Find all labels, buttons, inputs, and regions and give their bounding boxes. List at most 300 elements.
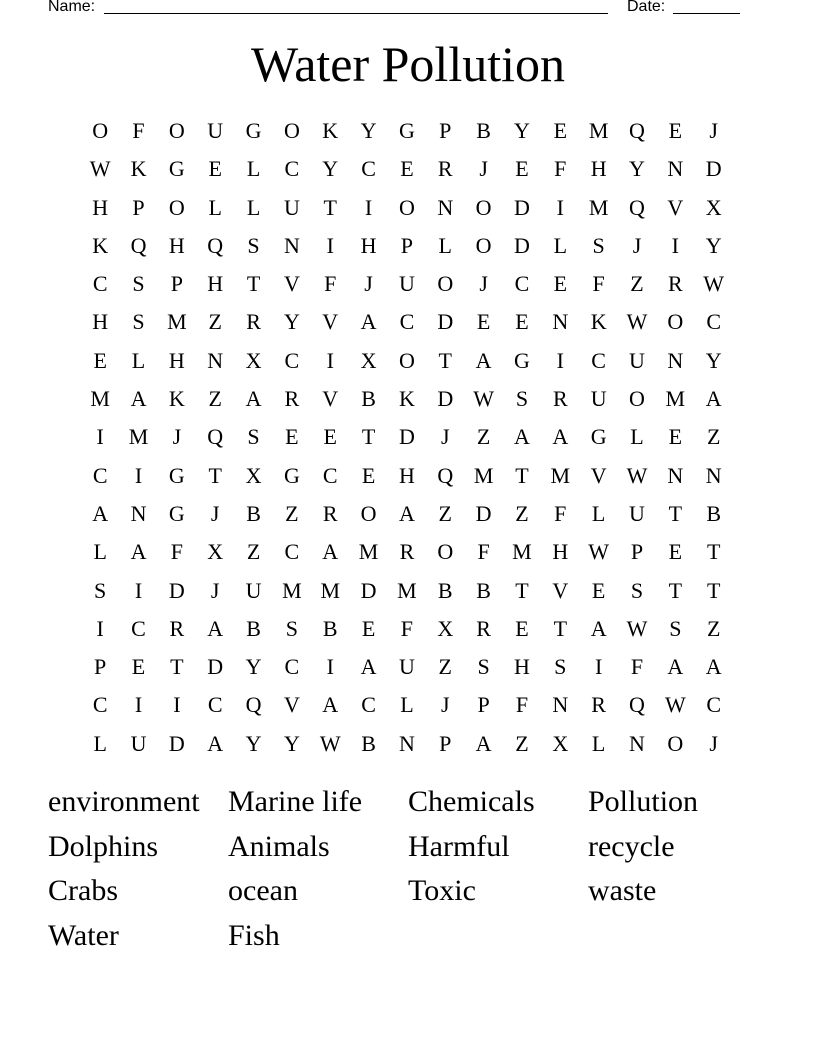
grid-letter: S [132, 309, 145, 335]
grid-letter: J [479, 271, 488, 297]
grid-letter: S [630, 577, 644, 603]
grid-letter: S [132, 271, 145, 297]
grid-letter: H [590, 156, 607, 182]
grid-letter: E [591, 577, 606, 603]
grid-letter: I [594, 654, 603, 680]
grid-letter: E [208, 156, 222, 182]
grid-letter: Z [706, 615, 721, 641]
name-label: Name: [48, 0, 96, 15]
grid-letter: Z [515, 730, 529, 756]
grid-letter: I [134, 462, 143, 488]
grid-letter: A [92, 500, 109, 526]
grid-letter: Z [438, 500, 452, 526]
grid-letter: F [554, 500, 567, 526]
grid-letter: L [438, 232, 452, 258]
grid-letter: F [132, 118, 145, 143]
grid-letter: C [322, 462, 338, 488]
grid-letter: T [323, 194, 337, 220]
grid-letter: W [626, 462, 648, 488]
grid-letter: A [398, 500, 415, 526]
word-list-item: Crabs [48, 874, 118, 908]
grid-letter: U [130, 730, 147, 756]
grid-letter: M [397, 577, 417, 603]
grid-letter: A [475, 347, 492, 373]
grid-letter: A [207, 730, 224, 756]
grid-letter: Y [705, 347, 722, 373]
grid-letter: E [400, 156, 414, 182]
grid-letter: X [245, 462, 262, 488]
grid-letter: R [246, 309, 261, 335]
grid-letter: B [706, 500, 722, 526]
grid-letter: C [591, 347, 606, 373]
grid-letter: W [664, 692, 686, 718]
grid-letter: A [322, 539, 339, 565]
grid-letter: T [668, 500, 683, 526]
grid-letter: Y [245, 730, 262, 756]
grid-letter: F [324, 271, 337, 297]
grid-letter: V [322, 386, 339, 412]
grid-letter: C [284, 654, 300, 680]
grid-letter: O [437, 271, 454, 297]
grid-letter: P [170, 271, 183, 297]
grid-letter: S [477, 654, 490, 680]
grid-letter: Y [705, 232, 722, 258]
grid-letter: W [626, 615, 648, 641]
grid-letter: R [476, 615, 491, 641]
grid-letter: J [210, 577, 220, 603]
grid-letter: E [285, 424, 299, 450]
grid-letter: X [360, 347, 377, 373]
grid-letter: C [706, 692, 722, 718]
grid-letter: P [477, 692, 490, 718]
grid-letter: Y [283, 730, 300, 756]
grid-letter: L [93, 539, 107, 565]
grid-letter: G [168, 462, 185, 488]
grid-letter: V [322, 309, 339, 335]
grid-letter: E [553, 118, 568, 143]
grid-letter: M [588, 194, 609, 220]
grid-letter: L [630, 424, 644, 450]
grid-letter: B [246, 615, 261, 641]
grid-letter: E [361, 462, 376, 488]
grid-letter: Q [629, 118, 645, 143]
grid-letter: D [360, 577, 377, 603]
grid-letter: I [556, 347, 564, 373]
grid-letter: M [358, 539, 379, 565]
grid-letter: U [283, 194, 300, 220]
grid-letter: A [360, 654, 377, 680]
grid-letter: Z [515, 500, 529, 526]
grid-letter: S [247, 424, 260, 450]
grid-letter: S [247, 232, 260, 258]
grid-letter: I [326, 654, 334, 680]
grid-letter: T [361, 424, 376, 450]
grid-letter: R [552, 386, 568, 412]
grid-letter: N [130, 500, 147, 526]
grid-letter: J [709, 118, 718, 143]
grid-letter: O [168, 194, 185, 220]
grid-letter: T [515, 462, 529, 488]
grid-letter: C [361, 692, 376, 718]
grid-letter: A [322, 692, 339, 718]
word-list-item: ocean [228, 874, 298, 908]
grid-letter: Z [208, 309, 222, 335]
grid-letter: N [705, 462, 722, 488]
grid-letter: P [94, 654, 107, 680]
grid-letter: D [514, 194, 530, 220]
grid-letter: Y [322, 156, 339, 182]
grid-letter: O [92, 118, 109, 143]
grid-letter: V [283, 271, 300, 297]
grid-letter: Y [360, 118, 377, 143]
grid-letter: S [285, 615, 299, 641]
grid-letter: F [477, 539, 490, 565]
grid-letter: B [322, 615, 338, 641]
grid-letter: S [554, 654, 567, 680]
grid-letter: C [284, 156, 300, 182]
grid-letter: S [669, 615, 682, 641]
grid-letter: A [552, 424, 569, 450]
grid-letter: U [398, 654, 415, 680]
grid-letter: C [361, 156, 376, 182]
grid-letter: O [398, 194, 415, 220]
grid-letter: K [322, 118, 339, 143]
grid-letter: P [439, 730, 452, 756]
grid-letter: I [134, 692, 143, 718]
grid-letter: D [168, 577, 185, 603]
grid-letter: K [590, 309, 607, 335]
grid-letter: U [629, 347, 645, 373]
grid-letter: E [131, 654, 146, 680]
grid-letter: V [667, 194, 684, 220]
grid-letter: E [553, 271, 568, 297]
grid-letter: E [668, 539, 683, 565]
grid-letter: R [284, 386, 300, 412]
grid-letter: K [168, 386, 185, 412]
grid-letter: A [514, 424, 530, 450]
word-list-item: Pollution [588, 785, 699, 818]
grid-letter: K [130, 156, 147, 182]
grid-letter: O [475, 194, 492, 220]
grid-letter: J [210, 500, 220, 526]
word-list [48, 780, 768, 959]
grid-letter: E [323, 424, 337, 450]
grid-letter: J [172, 424, 182, 450]
grid-letter: O [168, 118, 185, 143]
grid-letter: Z [438, 654, 452, 680]
grid-letter: S [515, 386, 529, 412]
grid-letter: K [398, 386, 415, 412]
word-list-item: Marine life [228, 785, 363, 818]
grid-letter: L [591, 730, 606, 756]
grid-letter: G [514, 347, 530, 373]
grid-letter: R [399, 539, 415, 565]
grid-letter: M [90, 386, 110, 412]
grid-letter: T [706, 539, 721, 565]
grid-letter: Z [476, 424, 491, 450]
grid-letter: A [705, 654, 722, 680]
grid-letter: C [92, 692, 108, 718]
grid-letter: W [588, 539, 610, 565]
grid-letter: R [437, 156, 453, 182]
grid-letter: U [590, 386, 607, 412]
grid-letter: F [515, 692, 529, 718]
grid-letter: F [170, 539, 183, 565]
grid-letter: I [671, 232, 679, 258]
grid-letter: M [167, 309, 187, 335]
page-title: Water Pollution [251, 36, 565, 92]
grid-letter: M [282, 577, 302, 603]
grid-letter: N [667, 347, 684, 373]
grid-letter: F [400, 615, 414, 641]
grid-letter: M [550, 462, 571, 488]
grid-letter: N [667, 156, 684, 182]
word-list-item: environment [48, 785, 200, 818]
word-search-grid [81, 112, 733, 763]
grid-letter: R [169, 615, 185, 641]
grid-letter: C [92, 462, 108, 488]
grid-letter: E [476, 309, 491, 335]
grid-letter: M [512, 539, 532, 565]
grid-letter: E [361, 615, 376, 641]
grid-letter: C [92, 271, 108, 297]
grid-letter: Z [630, 271, 644, 297]
word-list-item: Fish [228, 919, 280, 953]
word-list-item: recycle [588, 829, 675, 863]
word-list-item: waste [588, 874, 657, 908]
word-list-item: Chemicals [408, 785, 535, 818]
grid-letter: J [632, 232, 642, 258]
grid-letter: X [705, 194, 722, 220]
grid-letter: N [552, 692, 569, 718]
grid-letter: L [246, 194, 261, 220]
grid-letter: U [207, 118, 224, 143]
grid-letter: I [326, 347, 334, 373]
grid-letter: O [667, 309, 684, 335]
grid-letter: A [705, 386, 722, 412]
grid-letter: D [437, 309, 454, 335]
worksheet-header [0, 0, 816, 18]
grid-letter: M [588, 118, 609, 143]
grid-letter: E [668, 424, 683, 450]
grid-letter: B [246, 500, 261, 526]
grid-letter: S [592, 232, 605, 258]
grid-letter: T [438, 347, 452, 373]
grid-letter: I [556, 194, 564, 220]
grid-letter: X [437, 615, 454, 641]
grid-letter: N [667, 462, 684, 488]
word-list-item: Water [48, 919, 119, 953]
grid-letter: A [130, 539, 147, 565]
grid-letter: P [630, 539, 644, 565]
grid-letter: T [246, 271, 261, 297]
grid-letter: I [173, 692, 181, 718]
word-list-item: Harmful [408, 829, 510, 863]
grid-letter: C [706, 309, 722, 335]
grid-letter: T [706, 577, 721, 603]
grid-letter: E [668, 118, 683, 143]
grid-letter: T [170, 654, 184, 680]
grid-letter: Q [130, 232, 147, 258]
grid-letter: F [554, 156, 567, 182]
grid-letter: B [361, 386, 376, 412]
grid-letter: B [476, 577, 491, 603]
grid-letter: A [475, 730, 492, 756]
grid-letter: U [629, 500, 645, 526]
grid-letter: L [553, 232, 568, 258]
grid-letter: D [398, 424, 415, 450]
grid-letter: Q [245, 692, 262, 718]
grid-letter: T [515, 577, 529, 603]
grid-letter: I [96, 615, 104, 641]
date-blank-line [673, 13, 740, 14]
grid-letter: C [284, 539, 300, 565]
grid-letter: P [400, 232, 414, 258]
grid-letter: E [515, 615, 529, 641]
grid-letter: D [168, 730, 185, 756]
grid-letter: H [552, 539, 569, 565]
grid-letter: M [473, 462, 494, 488]
grid-letter: F [592, 271, 605, 297]
grid-letter: F [630, 654, 644, 680]
grid-letter: G [398, 118, 415, 143]
grid-letter: J [364, 271, 373, 297]
grid-letter: W [89, 156, 111, 182]
grid-letter: N [207, 347, 224, 373]
grid-letter: O [398, 347, 415, 373]
grid-letter: Q [629, 194, 645, 220]
word-list-item: Dolphins [48, 829, 159, 863]
grid-letter: J [479, 156, 488, 182]
grid-letter: A [590, 615, 607, 641]
grid-letter: H [207, 271, 224, 297]
grid-letter: P [132, 194, 145, 220]
grid-letter: G [283, 462, 300, 488]
grid-letter: L [591, 500, 606, 526]
grid-letter: H [168, 347, 185, 373]
grid-letter: T [553, 615, 568, 641]
grid-letter: W [626, 309, 648, 335]
grid-letter: B [437, 577, 453, 603]
grid-letter: N [283, 232, 300, 258]
grid-letter: Z [285, 500, 299, 526]
grid-letter: O [475, 232, 492, 258]
grid-letter: X [245, 347, 262, 373]
grid-letter: Z [246, 539, 261, 565]
grid-letter: J [709, 730, 718, 756]
grid-letter: I [96, 424, 104, 450]
grid-letter: Y [629, 156, 645, 182]
grid-letter: J [440, 692, 450, 718]
grid-letter: B [361, 730, 376, 756]
grid-letter: C [284, 347, 300, 373]
grid-letter: J [440, 424, 450, 450]
grid-letter: R [322, 500, 338, 526]
grid-letter: Z [706, 424, 721, 450]
grid-letter: M [128, 424, 149, 450]
grid-letter: N [398, 730, 415, 756]
grid-letter: C [399, 309, 415, 335]
word-list-item: Toxic [408, 874, 476, 908]
word-list-item: Animals [228, 829, 330, 863]
grid-letter: D [475, 500, 492, 526]
grid-letter: K [92, 232, 109, 258]
grid-letter: C [207, 692, 223, 718]
grid-letter: L [93, 730, 107, 756]
grid-letter: G [168, 500, 185, 526]
grid-letter: B [476, 118, 491, 143]
grid-letter: D [207, 654, 224, 680]
grid-letter: D [437, 386, 454, 412]
grid-letter: Q [207, 424, 224, 450]
grid-letter: H [514, 654, 530, 680]
grid-letter: H [168, 232, 185, 258]
grid-letter: Y [283, 309, 300, 335]
grid-letter: S [94, 577, 107, 603]
grid-letter: E [515, 156, 529, 182]
name-blank-line [104, 13, 608, 14]
grid-letter: L [246, 156, 261, 182]
grid-letter: L [208, 194, 222, 220]
grid-letter: W [703, 271, 725, 297]
grid-letter: L [131, 347, 146, 373]
grid-letter: Y [245, 654, 262, 680]
grid-letter: I [364, 194, 373, 220]
grid-letter: G [245, 118, 262, 143]
grid-letter: R [591, 692, 606, 718]
grid-letter: G [168, 156, 185, 182]
grid-letter: A [360, 309, 377, 335]
grid-letter: V [590, 462, 607, 488]
grid-letter: M [665, 386, 686, 412]
grid-letter: U [245, 577, 262, 603]
grid-letter: A [207, 615, 224, 641]
grid-letter: G [590, 424, 607, 450]
grid-letter: O [360, 500, 377, 526]
grid-letter: H [398, 462, 415, 488]
grid-letter: W [319, 730, 341, 756]
grid-letter: A [130, 386, 147, 412]
grid-letter: T [208, 462, 222, 488]
grid-letter: I [326, 232, 334, 258]
grid-letter: H [92, 309, 109, 335]
grid-letter: E [515, 309, 529, 335]
grid-letter: U [398, 271, 415, 297]
grid-letter: A [667, 654, 684, 680]
grid-letter: Q [629, 692, 645, 718]
grid-letter: M [320, 577, 341, 603]
grid-letter: X [552, 730, 569, 756]
grid-letter: I [134, 577, 143, 603]
grid-letter: C [131, 615, 146, 641]
grid-letter: O [437, 539, 454, 565]
grid-letter: A [245, 386, 262, 412]
grid-letter: N [629, 730, 645, 756]
grid-letter: W [473, 386, 494, 412]
grid-letter: L [400, 692, 414, 718]
grid-letter: Z [208, 386, 222, 412]
grid-letter: Q [207, 232, 224, 258]
grid-letter: H [92, 194, 109, 220]
grid-letter: C [514, 271, 530, 297]
grid-letter: P [439, 118, 452, 143]
grid-letter: E [93, 347, 107, 373]
grid-letter: N [552, 309, 569, 335]
grid-letter: O [283, 118, 300, 143]
grid-letter: D [705, 156, 722, 182]
date-label: Date: [627, 0, 666, 15]
grid-letter: O [629, 386, 645, 412]
